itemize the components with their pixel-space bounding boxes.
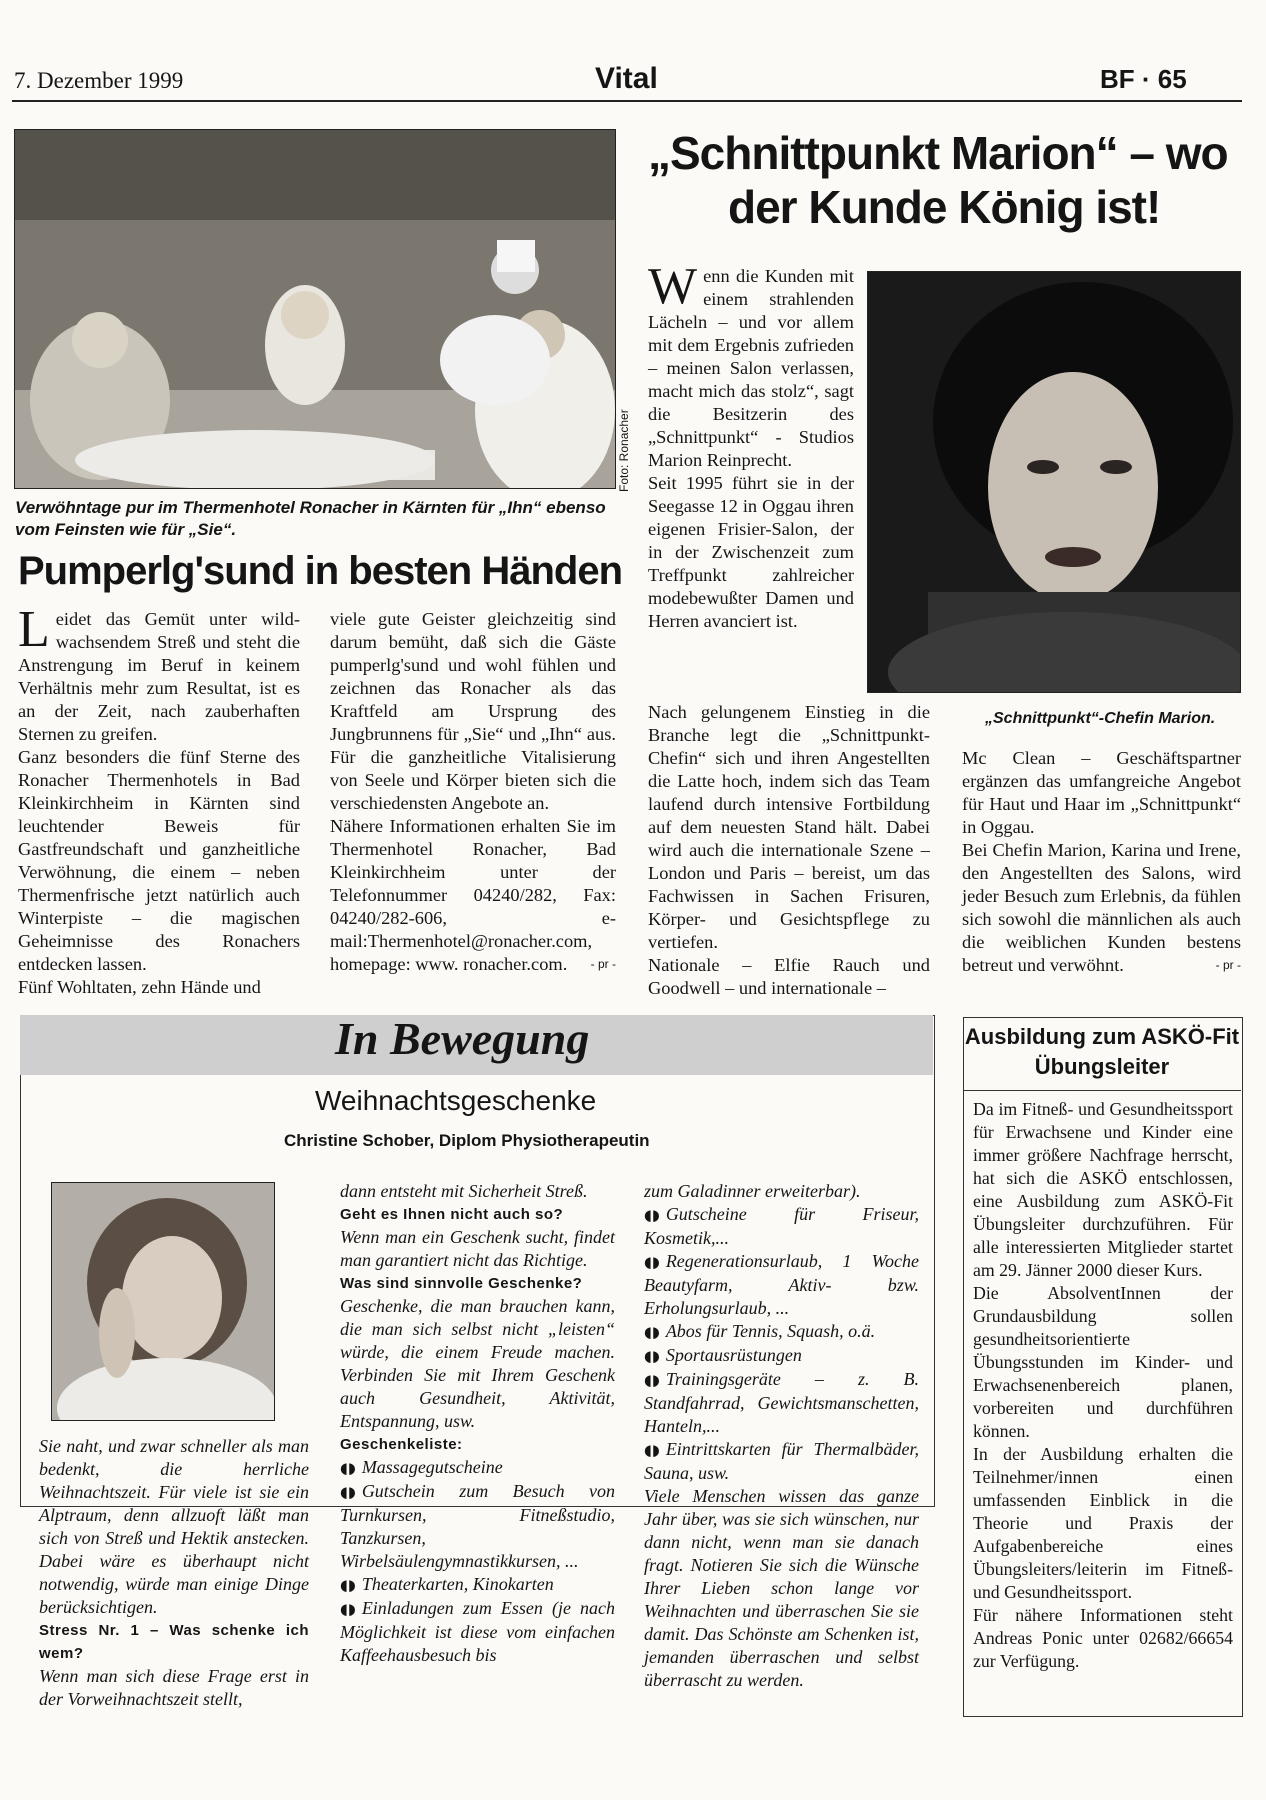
photo-credit: Foto: Ronacher [617, 409, 631, 492]
salon-col1-p3: Nach gelungenem Einstieg in die Branche legt die „Schnittpunkt-Chefin“ sich und ihren Angestellten die Latte hoch, indem sich das Team laufend durch intensive Fortbildung auf dem neuesten Stand hält. Dabei wird auch die internationale Szene – London und Paris – bereist, um das Fachwissen in Sachen Frisuren, Körper- und Gesichtspflege zu vertiefen. [648, 702, 930, 952]
gift-list-item: ◖◗ Sportausrüstungen [644, 1345, 802, 1365]
salon-col1-first: enn die Kunden mit einem strahlenden Lächeln – und vor allem mit dem Ergebnis zufrieden – meinen Salon verlassen, macht mich das stolz“, sagt die Besitzerin des „Schnittpunkt“ - Studios Marion Reinprecht. [648, 266, 854, 470]
section-title: Vital [595, 62, 658, 95]
salon-column-1 [648, 258, 854, 633]
gift-list-item: ◖◗ Abos für Tennis, Squash, o.ä. [644, 1321, 876, 1341]
spa-col1-first: eidet das Gemüt unter wildwachsendem Streß und steht die Anstrengung im Beruf in keinem Verhältnis mehr zum Resultat, ist es an der Zeit, nach zauberhaften Sternen zu greifen. [18, 609, 300, 744]
bewegung-col3-p1: Viele Menschen wissen das ganze Jahr über, was sie sich wünschen, nur dann nicht, wenn man sie danach fragt. Notieren Sie sich die Wünsche Ihrer Lieben schon lange vor Weihnachten und überraschen Sie sie damit. Das Schönste am Schenken ist, jemanden überraschen und selbst überrascht zu werden. [644, 1486, 919, 1690]
portrait-caption: „Schnittpunkt“-Chefin Marion. [985, 710, 1216, 727]
bullet-icon: ◖◗ [340, 1459, 356, 1477]
subhead-stress: Stress Nr. 1 – Was schenke ich wem? [39, 1622, 309, 1662]
author-photo [51, 1182, 275, 1421]
spa-photo-caption: Verwöhntage pur im Thermenhotel Ronacher in Kärnten für „Ihn“ ebenso vom Feinsten wie für „Sie“. [15, 498, 606, 539]
drop-cap: L [18, 601, 50, 658]
gift-list-item: ◖◗ Einladungen zum Essen (je nach Möglichkeit ist diese vom einfachen Kaffeehausbesuch bis [340, 1598, 615, 1665]
gift-list-item: ◖◗ Theaterkarten, Kinokarten [340, 1574, 554, 1594]
spa-column-2 [330, 608, 616, 976]
gift-list-item: ◖◗ Eintrittskarten für Thermalbäder, Sauna, usw. [644, 1439, 919, 1483]
bullet-icon: ◖◗ [644, 1371, 660, 1389]
bullet-icon: ◖◗ [340, 1600, 356, 1618]
bullet-icon: ◖◗ [644, 1441, 660, 1459]
gift-list-item: ◖◗ Regenerationsurlaub, 1 Woche Beautyfarm, Aktiv- bzw. Erholungsurlaub, ... [644, 1251, 919, 1318]
page-number: BF · 65 [1100, 64, 1187, 94]
asko-title-rule [963, 1090, 1241, 1091]
gift-list-item: ◖◗ Gutscheine für Friseur, Kosmetik,... [644, 1204, 919, 1248]
spa-col2-p1: viele gute Geister gleichzeitig sind darum bemüht, daß sich die Gäste pumperlg'sund und wohl fühlen und zeichnen das Ronacher als das Kraftfeld am Ursprung des Jungbrunnens für „Sie“ und „Ihn“ aus. Für die ganzheitliche Vitalisierung von Seele und Körper bieten sich die verschiedensten Angebote an. [330, 609, 616, 813]
bewegung-col1-p2: Wenn man sich diese Frage erst in der Vorweihnachtszeit stellt, [39, 1666, 309, 1709]
subhead-geschenkeliste: Geschenkeliste: [340, 1436, 463, 1453]
salon-col1-p4: Nationale – Elfie Rauch und Goodwell – und internationale – [648, 955, 930, 998]
bullet-icon: ◖◗ [644, 1253, 660, 1271]
gift-list-item: ◖◗ Gutschein zum Besuch von Turnkursen, Fitneßstudio, Tanzkursen, Wirbelsäulengymnastikkursen, ... [340, 1481, 615, 1571]
bullet-icon: ◖◗ [644, 1206, 660, 1224]
bewegung-column-2 [340, 1180, 615, 1667]
salon-signature: - pr - [1215, 958, 1241, 972]
spa-signature: - pr - [590, 957, 616, 971]
bullet-icon: ◖◗ [644, 1347, 660, 1365]
gift-list-item: ◖◗ Trainingsgeräte – z. B. Standfahrrad, Gewichtsmanschetten, Hanteln,... [644, 1369, 919, 1436]
bewegung-col2-p3: Geschenke, die man brauchen kann, die man sich selbst nicht „leisten“ würde, die einem Freude machen. Verbinden Sie mit Ihrem Geschenk auch Gesundheit, Aktivität, Entspannung, usw. [340, 1296, 615, 1431]
bewegung-col1-p1: Sie naht, und zwar schneller als man bedenkt, die herrliche Weihnachtszeit. Für viele ist sie ein Alptraum, denn allzuoft läßt man sich von Streß und Hektik anstecken. Dabei wäre es überhaupt nicht notwendig, würde man einige Dinge berücksichtigen. [39, 1436, 309, 1617]
article-subtitle: Weihnachtsgeschenke [315, 1085, 597, 1116]
salon-column-2 [962, 747, 1241, 977]
asko-p1: Da im Fitneß- und Gesundheitssport für Erwachsene und Kinder eine immer größere Nachfrage herrscht, hat sich die ASKÖ entschlossen, eine Ausbildung zum ASKÖ-Fit Übungsleiter durchzuführen. Für alle interessierten Mitglieder startet am 29. Jänner 2000 dieser Kurs. [973, 1099, 1233, 1280]
bewegung-column-3 [644, 1180, 919, 1692]
spa-col1-p3: Fünf Wohltaten, zehn Hände und [18, 977, 261, 997]
bewegung-col3-p0: zum Galadinner erweiterbar). [644, 1181, 861, 1201]
bullet-icon: ◖◗ [644, 1323, 660, 1341]
spa-headline: Pumperlg'sund in besten Händen [18, 549, 623, 593]
header-rule [12, 100, 1242, 102]
bewegung-col2-p1: dann entsteht mit Sicherheit Streß. [340, 1181, 588, 1201]
salon-col2-p1: Mc Clean – Geschäftspartner ergänzen das umfangreiche Angebot für Haut und Haar im „Schnittpunkt“ in Oggau. [962, 748, 1241, 837]
article-author: Christine Schober, Diplom Physiotherapeutin [284, 1131, 650, 1150]
spa-photo [14, 129, 616, 489]
in-bewegung-title: In Bewegung [335, 1013, 590, 1064]
marion-portrait [867, 271, 1241, 693]
asko-title: Ausbildung zum ASKÖ-Fit Übungsleiter [964, 1024, 1240, 1079]
bullet-icon: ◖◗ [340, 1576, 356, 1594]
spa-column-1 [18, 601, 300, 999]
bullet-icon: ◖◗ [340, 1483, 356, 1501]
asko-p2: Die AbsolventInnen der Grundausbildung sollen gesundheitsorientierte Übungsstunden im Kinder- und Erwachsenenbereich planen, vorbereiten und durchführen können. [973, 1283, 1233, 1441]
subhead-question: Geht es Ihnen nicht auch so? [340, 1206, 564, 1223]
gift-list-item: ◖◗ Massagegutscheine [340, 1457, 503, 1477]
salon-headline-line2: der Kunde König ist! [728, 181, 1161, 233]
spa-col2-p2: Nähere Informationen erhalten Sie im Thermenhotel Ronacher, Bad Kleinkirchheim unter der Telefonnummer 04240/282, Fax: 04240/282-606, e-mail:Thermenhotel@ronacher.com, homepage: www. ronacher.com. [330, 816, 616, 974]
bewegung-col2-p2: Wenn man ein Geschenk sucht, findet man garantiert nicht das Richtige. [340, 1227, 615, 1270]
salon-headline-line1: „Schnittpunkt Marion“ – wo [648, 127, 1228, 179]
bewegung-column-1 [39, 1435, 309, 1711]
asko-p4: Für nähere Informationen steht Andreas Ponic unter 02682/66654 zur Verfügung. [973, 1605, 1233, 1671]
salon-col2-p2: Bei Chefin Marion, Karina und Irene, den Angestellten des Salons, wird jeder Besuch zum Erlebnis, da fühlen sich sowohl die männlichen als auch die weiblichen Kunden bestens betreut und verwöhnt. [962, 840, 1241, 975]
asko-body [973, 1098, 1233, 1673]
salon-col1-p2: Seit 1995 führt sie in der Seegasse 12 in Oggau ihren eigenen Frisier-Salon, der in der Zwischenzeit zum Treffpunkt zahlreicher modebewußter Damen und Herren avanciert ist. [648, 473, 854, 631]
subhead-sinnvolle: Was sind sinnvolle Geschenke? [340, 1275, 583, 1292]
drop-cap: W [648, 258, 698, 315]
asko-p3: In der Ausbildung erhalten die Teilnehmer/innen einen umfassenden Einblick in die Theorie und Praxis der Aufgabenbereiche eines Übungsleiters/leiterin im Fitneß- und Gesundheitssport. [973, 1444, 1233, 1602]
issue-date: 7. Dezember 1999 [14, 68, 184, 93]
spa-col1-p2: Ganz besonders die fünf Sterne des Ronacher Thermenhotels in Bad Kleinkirchheim in Kärnten sind leuchtender Beweis für Gastfreundschaft und ganzheitliche Verwöhnung, die einem – neben Thermenfrische jetzt natürlich auch Winterpiste – die magischen Geheimnisse des Ronachers entdecken lassen. [18, 747, 300, 974]
salon-column-1b [648, 701, 930, 1000]
